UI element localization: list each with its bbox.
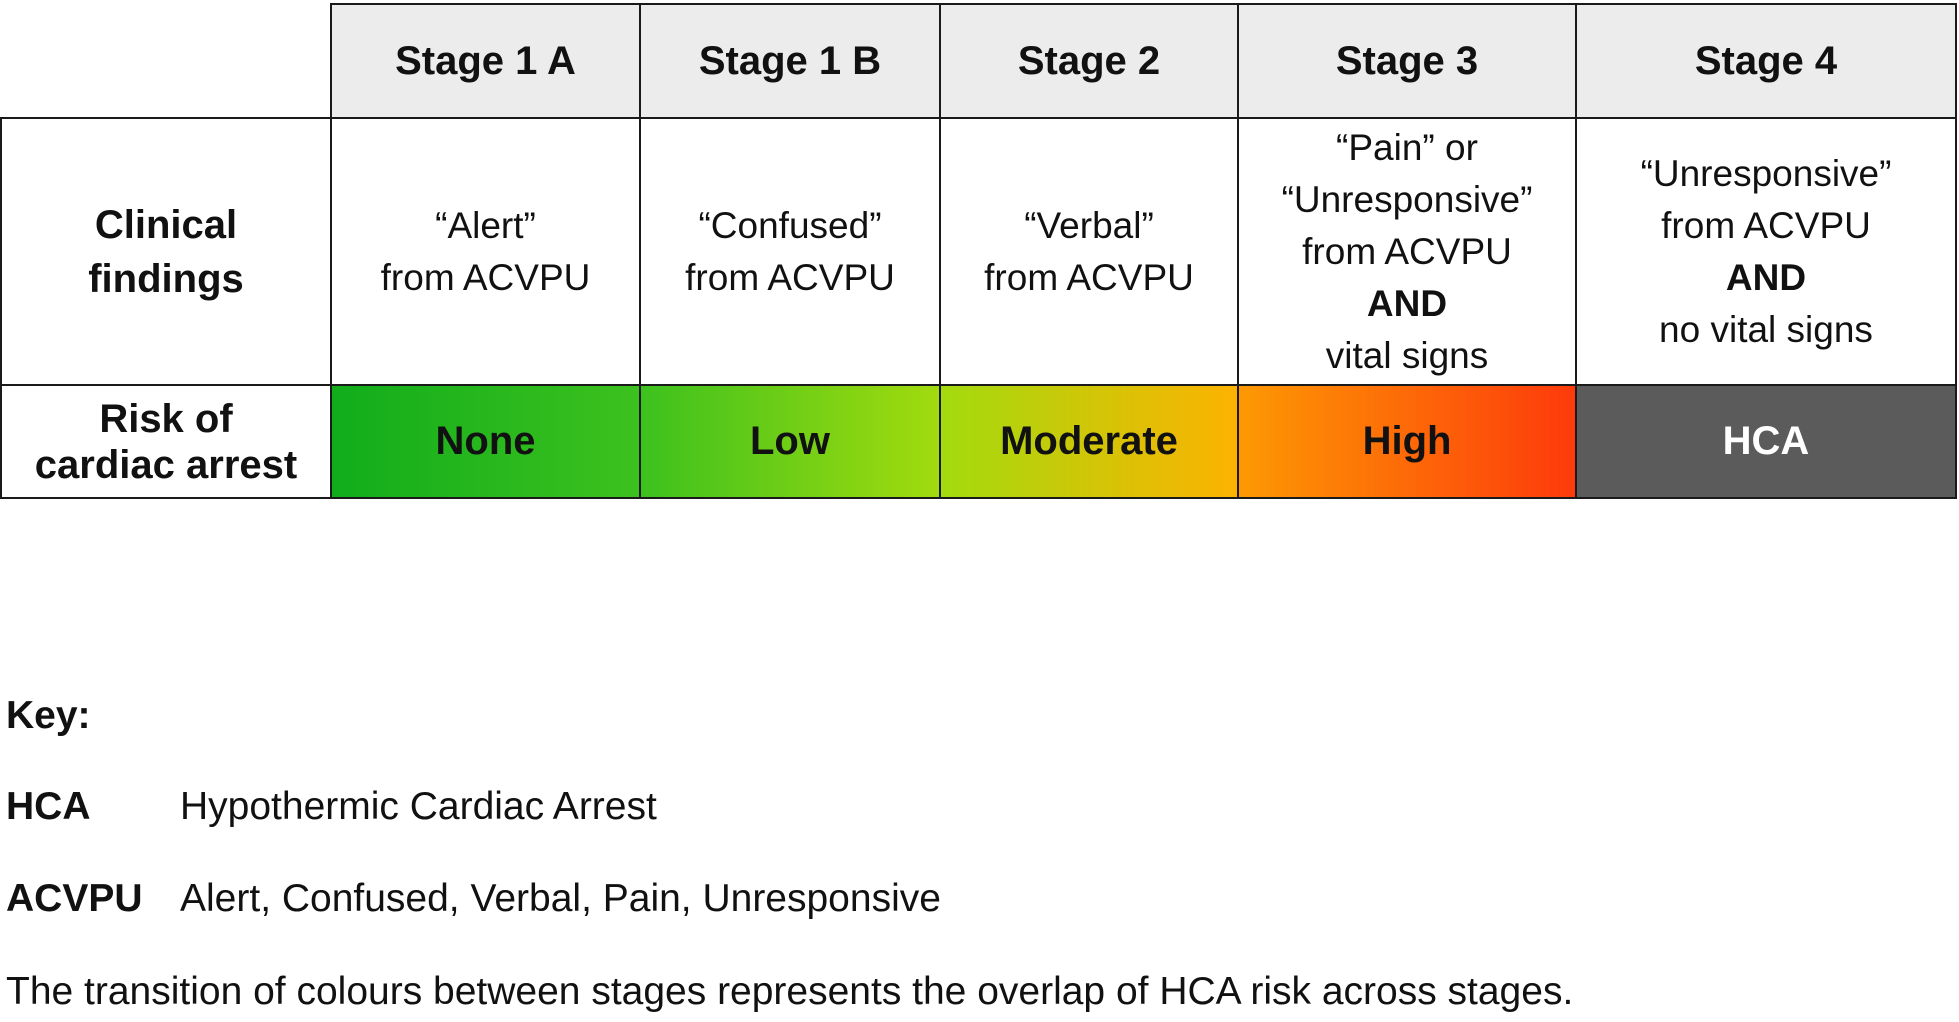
finding-stage-2 — [939, 117, 1239, 386]
finding-line: “Unresponsive” — [1640, 152, 1892, 194]
key-definition-acvpu: Alert, Confused, Verbal, Pain, Unresponsive — [180, 877, 941, 920]
risk-label: HCA — [1722, 419, 1810, 463]
finding-line: “Unresponsive” — [1281, 178, 1533, 220]
finding-stage-1a — [330, 117, 641, 386]
finding-line: from ACVPU — [1661, 204, 1871, 246]
finding-line: vital signs — [1325, 334, 1489, 376]
finding-stage-3 — [1237, 117, 1577, 386]
finding-line: from ACVPU — [1302, 230, 1512, 272]
row-label-line: cardiac arrest — [34, 442, 298, 487]
finding-line-and: AND — [1725, 256, 1807, 298]
row-label-line: Clinical — [94, 202, 238, 247]
key-abbr-hca: HCA — [6, 785, 91, 828]
key-abbr-acvpu: ACVPU — [6, 877, 143, 920]
finding-line: “Confused” — [698, 204, 882, 246]
stage-header-1b — [639, 3, 941, 119]
finding-line: from ACVPU — [685, 256, 895, 298]
risk-cell-moderate — [939, 384, 1239, 499]
finding-line: “Alert” — [435, 204, 536, 246]
key-definition-hca: Hypothermic Cardiac Arrest — [180, 785, 657, 828]
risk-cell-low — [639, 384, 941, 499]
stage-header-label: Stage 1 A — [395, 38, 576, 83]
row-label-risk — [0, 384, 332, 499]
finding-stage-1b — [639, 117, 941, 386]
finding-line: no vital signs — [1659, 308, 1873, 350]
stage-header-2 — [939, 3, 1239, 119]
finding-line: from ACVPU — [380, 256, 591, 298]
row-label-clinical-findings — [0, 117, 332, 386]
risk-label: Low — [750, 419, 830, 463]
row-label-line: Risk of — [99, 396, 233, 441]
finding-stage-4 — [1575, 117, 1957, 386]
stage-header-label: Stage 3 — [1335, 38, 1479, 83]
finding-line: “Verbal” — [1024, 204, 1154, 246]
staging-table — [0, 0, 1959, 500]
risk-label: None — [435, 419, 536, 463]
risk-cell-hca — [1575, 384, 1957, 499]
risk-label: High — [1362, 419, 1452, 463]
risk-label: Moderate — [1000, 419, 1178, 463]
finding-line: “Pain” or — [1336, 126, 1478, 168]
risk-cell-high — [1237, 384, 1577, 499]
key-note: The transition of colours between stages represents the overlap of HCA risk across stages. — [6, 970, 1574, 1013]
key-title: Key: — [6, 694, 91, 737]
stage-header-label: Stage 4 — [1694, 38, 1838, 83]
stage-header-4 — [1575, 3, 1957, 119]
stage-header-3 — [1237, 3, 1577, 119]
row-label-line: findings — [88, 256, 244, 301]
stage-header-label: Stage 1 B — [698, 38, 882, 83]
risk-cell-none — [330, 384, 641, 499]
stage-header-1a — [330, 3, 641, 119]
finding-line: from ACVPU — [984, 256, 1194, 298]
finding-line-and: AND — [1366, 282, 1448, 324]
stage-header-label: Stage 2 — [1017, 38, 1161, 83]
